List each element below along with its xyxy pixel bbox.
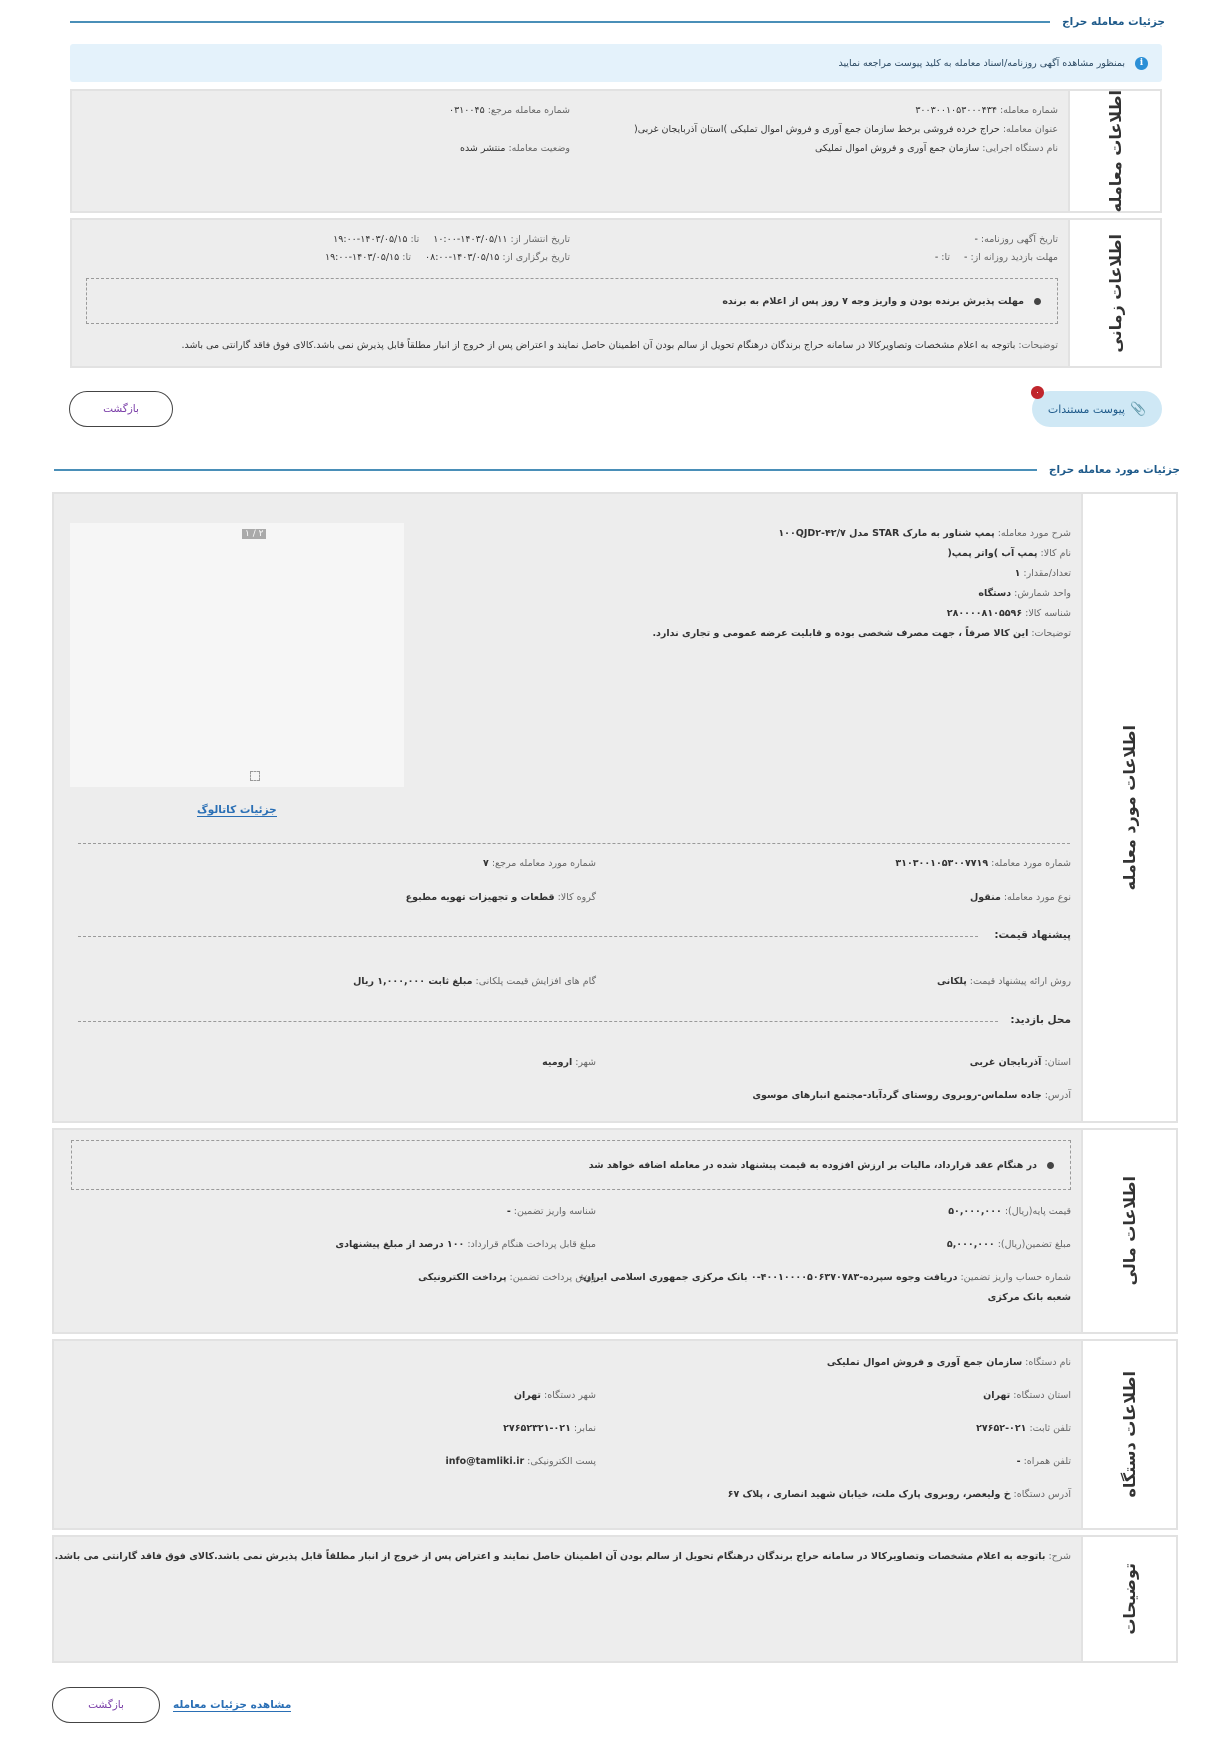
executor: نام دستگاه اجرایی:سازمان جمع آوری و فروش اموال تملیکی [814, 143, 1058, 154]
ref-deal-number: شماره معامله مرجع:۰۳۱۰۰۴۵ [448, 105, 570, 116]
deal-number: شماره معامله:۳۰۰۳۰۰۱۰۵۳۰۰۰۴۳۴ [915, 105, 1058, 116]
item-info-label: اطلاعات مورد معامله [1081, 494, 1176, 1121]
deal-info-panel [70, 89, 1162, 213]
org-fax: نمابر:۰۲۱-۲۷۶۵۲۳۲۱ [503, 1423, 596, 1434]
divider-line [78, 1021, 998, 1022]
org-province: استان دستگاه:تهران [983, 1390, 1071, 1401]
org-name: نام دستگاه:سازمان جمع آوری و فروش اموال تملیکی [826, 1357, 1071, 1368]
item-description: شرح مورد معامله:پمپ شناور به مارک STAR مدل ۱۰۰QJD۲-۴۲/۷ [778, 528, 1071, 539]
org-info-panel [52, 1339, 1178, 1530]
time-description: توضیحات:باتوجه به اعلام مشخصات وتصاویرکالا در سامانه حراج برندگان درهنگام تحویل از سالم بودن آن اطمینان حاصل نمایند و اعتراض پس از خروج از انبار مطلقاً قابل پذیرش نمی باشد.کالای فوق فاقد گارانتی می باشد. [181, 340, 1058, 351]
info-icon: i [1135, 57, 1148, 70]
attachments-label: پیوست مستندات [1047, 402, 1125, 416]
divider-line [78, 843, 1070, 844]
payable-amount: مبلغ قابل پرداخت هنگام قرارداد:۱۰۰ درصد از مبلغ پیشنهادی [335, 1239, 596, 1250]
visit-city: شهر:ارومیه [542, 1057, 596, 1068]
hold-period: تاریخ برگزاری از:۱۴۰۳/۰۵/۱۵-۰۸:۰۰تا:۱۴۰۳/۰۵/۱۵-۱۹:۰۰ [324, 252, 570, 263]
divider-line [78, 936, 978, 937]
paperclip-icon: 📎 [1129, 401, 1147, 417]
org-city: شهر دستگاه:تهران [513, 1390, 596, 1401]
goods-group: گروه کالا:قطعات و تجهیزات تهویه مطبوع [405, 892, 596, 903]
guarantee-amount: مبلغ تضمین(ریال):۵,۰۰۰,۰۰۰ [946, 1239, 1071, 1250]
goods-name: نام کالا:پمپ آب )واتر پمپ( [947, 548, 1071, 559]
bullet-icon [1034, 298, 1041, 305]
time-info-label: اطلاعات زمانی [1068, 220, 1160, 366]
org-phone: تلفن ثابت:۰۲۱-۲۷۶۵۲ [976, 1423, 1071, 1434]
account-number: شماره حساب واریز تضمین:دریافت وجوه سپرده-۴۰۰۱۰۰۰۰۵۰۶۳۷۰۷۸۳-۰ بانک مرکزی جمهوری اسلامی ایران- [579, 1272, 1071, 1283]
base-price: قیمت پایه(ریال):۵۰,۰۰۰,۰۰۰ [948, 1206, 1071, 1217]
price-steps: گام های افزایش قیمت پلکانی:مبلغ ثابت ۱,۰۰۰,۰۰۰ ریال [353, 976, 596, 987]
payment-method: روش پرداخت تضمین:پرداخت الکترونیکی [418, 1272, 596, 1283]
goods-id: شناسه کالا:۲۸۰۰۰۰۸۱۰۵۵۹۶ [946, 608, 1071, 619]
finance-label: اطلاعات مالی [1081, 1130, 1176, 1332]
attachments-button[interactable] [1032, 391, 1162, 427]
notice-text: بمنظور مشاهده آگهی روزنامه/اسناد معامله به کلید پیوست مراجعه نمایید [838, 57, 1125, 69]
deal-info-label: اطلاعات معامله [1068, 91, 1160, 211]
deal-title: عنوان معامله:حراج خرده فروشی برخط سازمان جمع آوری و فروش اموال تملیکی )استان آذربایجان غربی( [634, 124, 1058, 135]
item-section-title: جزئیات مورد معامله حراج [1048, 464, 1180, 476]
back-button[interactable]: بازگشت [69, 391, 173, 427]
org-email: پست الکترونیکی:info@tamliki.ir [445, 1456, 596, 1467]
acceptance-note: مهلت پذیرش برنده بودن و واریز وجه ۷ روز پس از اعلام به برنده [86, 278, 1058, 324]
publish-period: تاریخ انتشار از:۱۴۰۳/۰۵/۱۱-۱۰:۰۰تا:۱۴۰۳/۰۵/۱۵-۱۹:۰۰ [333, 234, 570, 245]
attachments-count-badge: ۰ [1031, 386, 1044, 399]
offer-method: روش ارائه پیشنهاد قیمت:پلکانی [937, 976, 1071, 987]
section-divider [70, 21, 1050, 23]
item-section-header [54, 464, 1180, 476]
unit: واحد شمارش:دستگاه [978, 588, 1071, 599]
description-text: شرح:باتوجه به اعلام مشخصات وتصاویرکالا در سامانه حراج برندگان درهنگام تحویل از سالم بودن آن اطمینان حاصل نمایند و اعتراض پس از خروج از انبار مطلقاً قابل پذیرش نمی باشد.کالای فوق فاقد گارانتی می باشد. [54, 1551, 1071, 1562]
visit-period: مهلت بازدید روزانه از:-تا:- [934, 252, 1058, 263]
org-mobile: تلفن همراه:- [1016, 1456, 1071, 1467]
item-number: شماره مورد معامله:۳۱۰۳۰۰۱۰۵۳۰۰۷۷۱۹ [895, 858, 1071, 869]
catalog-details-link[interactable]: جزئیات کاتالوگ [197, 804, 277, 816]
quantity: تعداد/مقدار:۱ [1014, 568, 1071, 579]
org-address: آدرس دستگاه:خ ولیعصر، روبروی پارک ملت، خیابان شهید انصاری ، پلاک ۶۷ [727, 1489, 1071, 1500]
deal-section-title: جزئیات معامله حراج [1062, 16, 1165, 28]
image-counter: ۲ / ۱ [242, 529, 266, 539]
visit-place-title: محل بازدید: [1010, 1014, 1071, 1026]
description-label: توضیحات [1081, 1537, 1176, 1661]
item-notes: توضیحات:این کالا صرفاً ، جهت مصرف شخصی بوده و قابلیت عرضه عمومی و تجاری ندارد. [652, 628, 1071, 639]
time-info-panel [70, 218, 1162, 368]
account-branch: شعبه بانک مرکزی [987, 1292, 1071, 1303]
deal-status: وضعیت معامله:منتشر شده [459, 143, 570, 154]
item-type: نوع مورد معامله:منقول [970, 892, 1071, 903]
visit-province: استان:آذربایجان غربی [969, 1057, 1071, 1068]
vat-note: در هنگام عقد قرارداد، مالیات بر ارزش افزوده به قیمت پیشنهاد شده در معامله اضافه خواهد شد [71, 1140, 1071, 1190]
deal-section-header [70, 16, 1165, 28]
deposit-id: شناسه واریز تضمین:- [506, 1206, 596, 1217]
item-info-panel [52, 492, 1178, 1123]
item-ref-number: شماره مورد معامله مرجع:۷ [483, 858, 596, 869]
fullscreen-icon[interactable] [250, 771, 260, 781]
product-image-viewer[interactable] [70, 523, 404, 787]
description-panel [52, 1535, 1178, 1663]
price-offer-title: پیشنهاد قیمت: [994, 929, 1071, 941]
visit-address: آدرس:جاده سلماس-روبروی روستای گردآباد-مجتمع انبارهای موسوی [752, 1090, 1071, 1101]
back-button-bottom[interactable]: بازگشت [52, 1687, 160, 1723]
finance-panel [52, 1128, 1178, 1334]
view-deal-details-link[interactable]: مشاهده جزئیات معامله [173, 1699, 292, 1711]
bullet-icon [1047, 1162, 1054, 1169]
org-info-label: اطلاعات دستگاه [1081, 1341, 1176, 1528]
newspaper-date: تاریخ آگهی روزنامه:- [974, 234, 1058, 245]
notice-box [70, 44, 1162, 82]
section-divider [54, 469, 1037, 471]
